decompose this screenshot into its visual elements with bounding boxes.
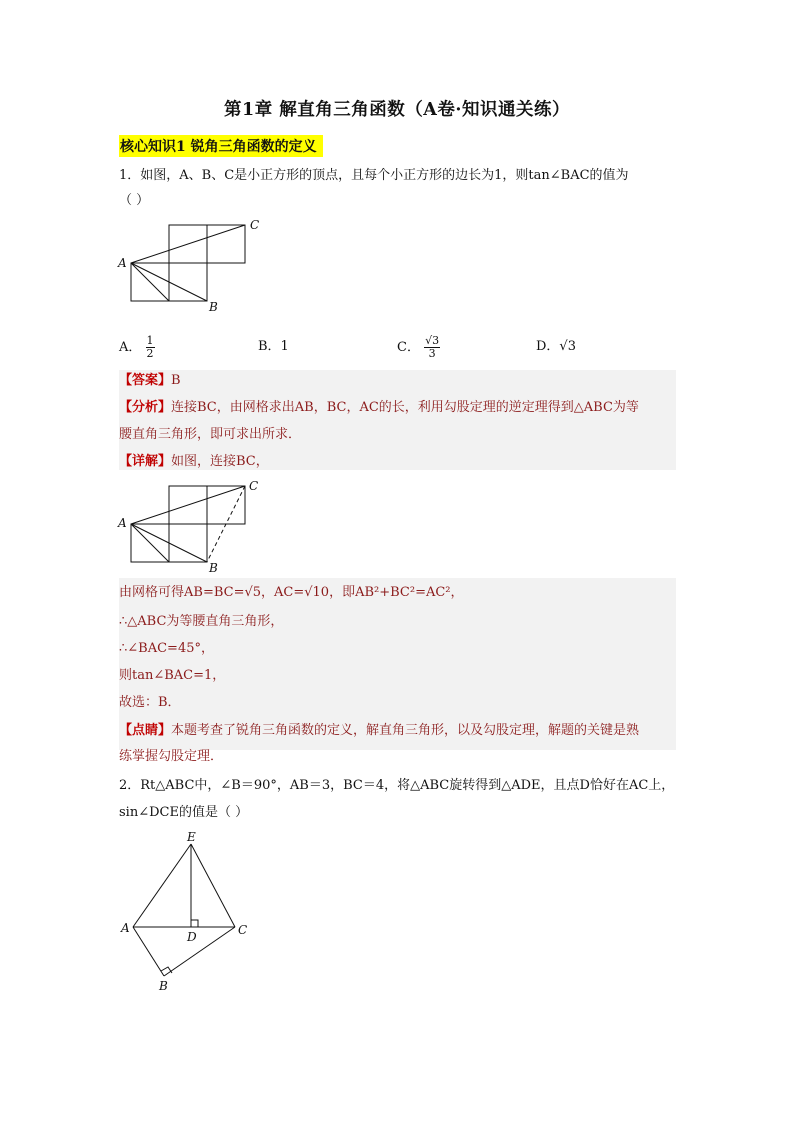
detail-step-3: ∴∠BAC=45°， (119, 641, 214, 656)
detail-step-5: 故选：B． (119, 695, 181, 710)
answer-line (119, 372, 181, 390)
option-a-fraction (146, 335, 155, 360)
analysis-text-1: 连接BC，由网格求出AB，BC，AC的长，利用勾股定理的逆定理得到△ABC为等 (171, 400, 639, 415)
section-heading: 核心知识1 锐角三角函数的定义 (119, 135, 323, 157)
triangle-figure-q2 (112, 828, 262, 996)
option-a[interactable] (119, 335, 155, 360)
option-a-numerator: 1 (146, 334, 154, 347)
q2-label-b: B (159, 979, 168, 993)
q2-label-c: C (238, 923, 248, 937)
detail-step-1: 由网格可得AB=BC=√5，AC=√10，即AB²+BC²=AC²， (119, 585, 464, 600)
option-c-fraction (424, 335, 440, 360)
detail-step-4: 则tan∠BAC=1， (119, 668, 226, 683)
detail-step-2: ∴△ABC为等腰直角三角形， (119, 614, 284, 629)
comment-line-1 (119, 722, 639, 740)
detail-tag: 【详解】 (119, 454, 172, 469)
grid-figure-q1 (112, 210, 272, 316)
option-c-numerator: √3 (425, 334, 440, 347)
answer-value: B (171, 373, 181, 388)
option-b[interactable]: B．1 (258, 339, 289, 354)
analysis-line-2: 腰直角三角形，即可求出所求． (119, 427, 302, 442)
question-2-text-2: sin∠DCE的值是（ ） (119, 805, 249, 820)
label-b: B (209, 300, 218, 314)
detail-label-a: A (118, 516, 127, 530)
detail-label-b: B (209, 561, 218, 575)
option-c-denominator: 3 (428, 347, 436, 360)
option-a-letter: A． (119, 340, 142, 355)
question-1-paren: （ ） (119, 193, 150, 208)
label-a: A (118, 256, 127, 270)
detail-line (119, 453, 269, 471)
detail-text: 如图，连接BC， (171, 454, 269, 469)
option-c[interactable] (397, 335, 440, 360)
q2-label-a: A (121, 921, 130, 935)
option-d[interactable]: D．√3 (536, 339, 576, 354)
detail-label-c: C (249, 479, 259, 493)
page-title: 第1章 解直角三角函数（A卷·知识通关练） (224, 100, 570, 120)
analysis-line-1 (119, 399, 639, 417)
analysis-tag: 【分析】 (119, 400, 172, 415)
question-1-text: 1．如图，A、B、C是小正方形的顶点，且每个小正方形的边长为1，则tan∠BAC的值为 (119, 168, 629, 183)
option-c-letter: C． (397, 340, 420, 355)
q2-label-e: E (187, 830, 196, 844)
option-a-denominator: 2 (146, 347, 154, 360)
answer-tag: 【答案】 (119, 373, 172, 388)
q2-label-d: D (187, 930, 197, 944)
question-2-text: 2．Rt△ABC中，∠B＝90°，AB＝3，BC＝4，将△ABC旋转得到△ADE，且点D恰好在AC上， (119, 778, 675, 793)
label-c: C (250, 218, 260, 232)
comment-text-1: 本题考查了锐角三角函数的定义，解直角三角形，以及勾股定理，解题的关键是熟 (171, 723, 640, 738)
comment-tag: 【点睛】 (119, 723, 172, 738)
comment-line-2: 练掌握勾股定理． (119, 749, 224, 764)
grid-figure-detail (112, 475, 272, 577)
